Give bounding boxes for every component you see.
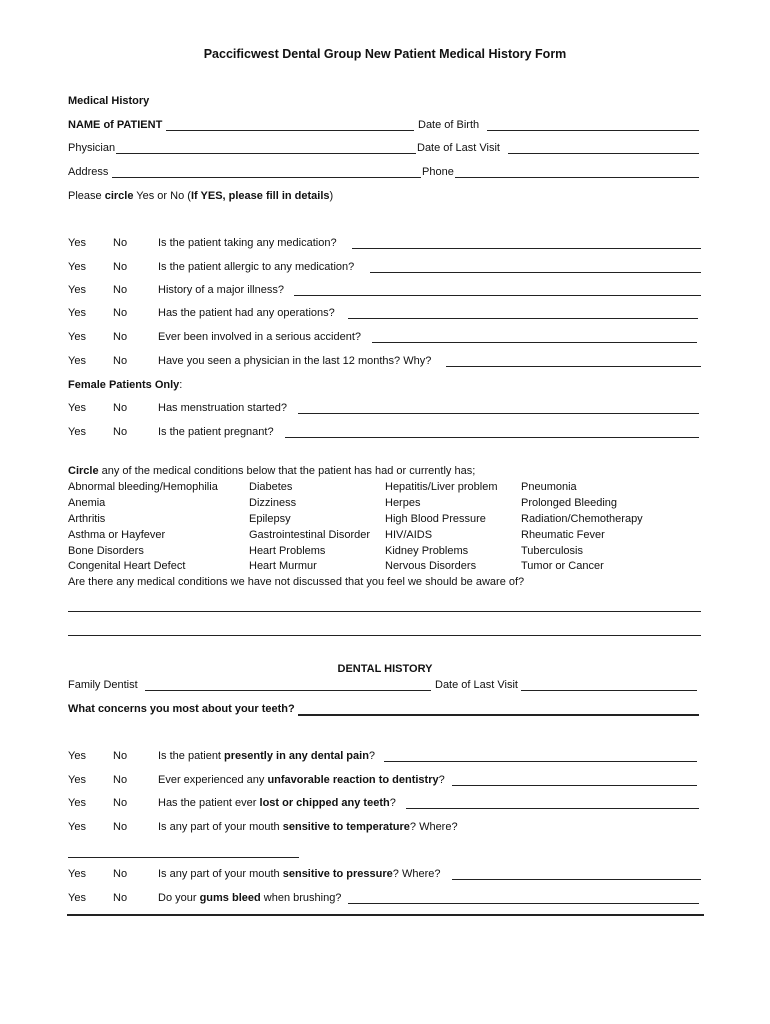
answer-field[interactable]	[452, 879, 701, 880]
question-text: Is the patient pregnant?	[158, 426, 274, 438]
answer-field[interactable]	[384, 761, 697, 762]
condition-item[interactable]: HIV/AIDS	[385, 529, 433, 541]
condition-item[interactable]: Herpes	[385, 497, 421, 509]
form-title: Paccificwest Dental Group New Patient Medical History Form	[203, 47, 567, 61]
yes-option[interactable]: Yes	[68, 331, 86, 343]
question-text: Ever been involved in a serious accident?	[158, 331, 362, 343]
no-option[interactable]: No	[113, 402, 128, 414]
question-text: Has the patient had any operations?	[158, 307, 335, 319]
no-option[interactable]: No	[113, 237, 128, 249]
yes-option[interactable]: Yes	[68, 892, 86, 904]
other-conditions-question: Are there any medical conditions we have not discussed that you feel we should be aware of?	[68, 576, 525, 588]
family-dentist-field[interactable]	[145, 690, 431, 691]
no-option[interactable]: No	[113, 284, 128, 296]
yes-option[interactable]: Yes	[68, 355, 86, 367]
answer-field[interactable]	[446, 366, 701, 367]
answer-field[interactable]	[406, 808, 699, 809]
question-text: Have you seen a physician in the last 12 months? Why?	[158, 355, 432, 367]
medical-history-heading: Medical History	[68, 95, 150, 107]
other-conditions-field-2[interactable]	[68, 635, 701, 636]
dental-history-heading: DENTAL HISTORY	[337, 663, 433, 675]
yes-option[interactable]: Yes	[68, 237, 86, 249]
condition-item[interactable]: Gastrointestinal Disorder	[249, 529, 371, 541]
question-text: Is the patient taking any medication?	[158, 237, 337, 249]
yes-option[interactable]: Yes	[68, 774, 86, 786]
dob-label: Date of Birth	[418, 119, 480, 131]
teeth-concerns-label: What concerns you most about your teeth?	[68, 703, 295, 715]
address-label: Address	[68, 166, 109, 178]
answer-field[interactable]	[285, 437, 699, 438]
condition-item[interactable]: Prolonged Bleeding	[521, 497, 618, 509]
yes-option[interactable]: Yes	[68, 821, 86, 833]
dob-field[interactable]	[487, 130, 699, 131]
answer-field[interactable]	[348, 903, 699, 904]
question-text: Ever experienced any unfavorable reaction to dentistry?	[158, 774, 445, 786]
condition-item[interactable]: Anemia	[68, 497, 106, 509]
dental-last-visit-field[interactable]	[521, 690, 697, 691]
condition-item[interactable]: Kidney Problems	[385, 545, 469, 557]
answer-field[interactable]	[298, 413, 699, 414]
yes-option[interactable]: Yes	[68, 307, 86, 319]
condition-item[interactable]: Tuberculosis	[521, 545, 583, 557]
circle-instruction: Please circle Yes or No (If YES, please fill in details)	[68, 190, 334, 202]
dental-last-visit-label: Date of Last Visit	[435, 679, 518, 691]
condition-item[interactable]: Bone Disorders	[68, 545, 144, 557]
answer-field[interactable]	[348, 318, 698, 319]
yes-option[interactable]: Yes	[68, 750, 86, 762]
answer-field[interactable]	[452, 785, 697, 786]
no-option[interactable]: No	[113, 774, 128, 786]
no-option[interactable]: No	[113, 797, 128, 809]
yes-option[interactable]: Yes	[68, 402, 86, 414]
question-text: Has the patient ever lost or chipped any teeth?	[158, 797, 396, 809]
family-dentist-label: Family Dentist	[68, 679, 138, 691]
patient-name-label: NAME of PATIENT	[68, 119, 163, 131]
answer-field[interactable]	[294, 295, 701, 296]
female-patients-heading: Female Patients Only:	[68, 379, 183, 391]
condition-item[interactable]: Epilepsy	[249, 513, 291, 525]
condition-item[interactable]: Heart Problems	[249, 545, 326, 557]
yes-option[interactable]: Yes	[68, 426, 86, 438]
question-text: Is any part of your mouth sensitive to pressure? Where?	[158, 868, 441, 880]
question-text: History of a major illness?	[158, 284, 284, 296]
no-option[interactable]: No	[113, 750, 128, 762]
question-text: Is the patient allergic to any medication?	[158, 261, 355, 273]
yes-option[interactable]: Yes	[68, 868, 86, 880]
question-text: Has menstruation started?	[158, 402, 288, 414]
condition-item[interactable]: Diabetes	[249, 481, 293, 493]
no-option[interactable]: No	[113, 821, 128, 833]
question-text: Is any part of your mouth sensitive to temperature? Where?	[158, 821, 458, 833]
patient-name-field[interactable]	[166, 130, 414, 131]
bottom-divider	[67, 914, 704, 916]
no-option[interactable]: No	[113, 331, 128, 343]
temperature-where-field[interactable]	[68, 857, 299, 858]
condition-item[interactable]: Congenital Heart Defect	[68, 560, 186, 572]
yes-option[interactable]: Yes	[68, 261, 86, 273]
physician-label: Physician	[68, 142, 116, 154]
condition-item[interactable]: Hepatitis/Liver problem	[385, 481, 498, 493]
phone-label: Phone	[422, 166, 454, 178]
condition-item[interactable]: Abnormal bleeding/Hemophilia	[68, 481, 218, 493]
question-text: Do your gums bleed when brushing?	[158, 892, 342, 904]
phone-field[interactable]	[455, 177, 699, 178]
no-option[interactable]: No	[113, 892, 128, 904]
condition-item[interactable]: Asthma or Hayfever	[68, 529, 166, 541]
no-option[interactable]: No	[113, 868, 128, 880]
condition-item[interactable]: Tumor or Cancer	[521, 560, 604, 572]
condition-item[interactable]: Radiation/Chemotherapy	[521, 513, 643, 525]
yes-option[interactable]: Yes	[68, 284, 86, 296]
condition-item[interactable]: Nervous Disorders	[385, 560, 477, 572]
no-option[interactable]: No	[113, 426, 128, 438]
address-field[interactable]	[112, 177, 421, 178]
no-option[interactable]: No	[113, 307, 128, 319]
last-visit-label: Date of Last Visit	[417, 142, 500, 154]
conditions-intro: Circle any of the medical conditions below that the patient has had or currently has;	[68, 465, 476, 477]
condition-item[interactable]: Pneumonia	[521, 481, 577, 493]
question-text: Is the patient presently in any dental pain?	[158, 750, 376, 762]
no-option[interactable]: No	[113, 261, 128, 273]
yes-option[interactable]: Yes	[68, 797, 86, 809]
last-visit-field[interactable]	[508, 153, 699, 154]
no-option[interactable]: No	[113, 355, 128, 367]
condition-item[interactable]: Heart Murmur	[249, 560, 317, 572]
condition-item[interactable]: Rheumatic Fever	[521, 529, 605, 541]
teeth-concerns-field[interactable]	[298, 714, 699, 716]
answer-field[interactable]	[372, 342, 697, 343]
condition-item[interactable]: Arthritis	[68, 513, 106, 525]
condition-item[interactable]: Dizziness	[249, 497, 297, 509]
answer-field[interactable]	[352, 248, 701, 249]
answer-field[interactable]	[370, 272, 701, 273]
other-conditions-field-1[interactable]	[68, 611, 701, 612]
condition-item[interactable]: High Blood Pressure	[385, 513, 486, 525]
physician-field[interactable]	[116, 153, 416, 154]
